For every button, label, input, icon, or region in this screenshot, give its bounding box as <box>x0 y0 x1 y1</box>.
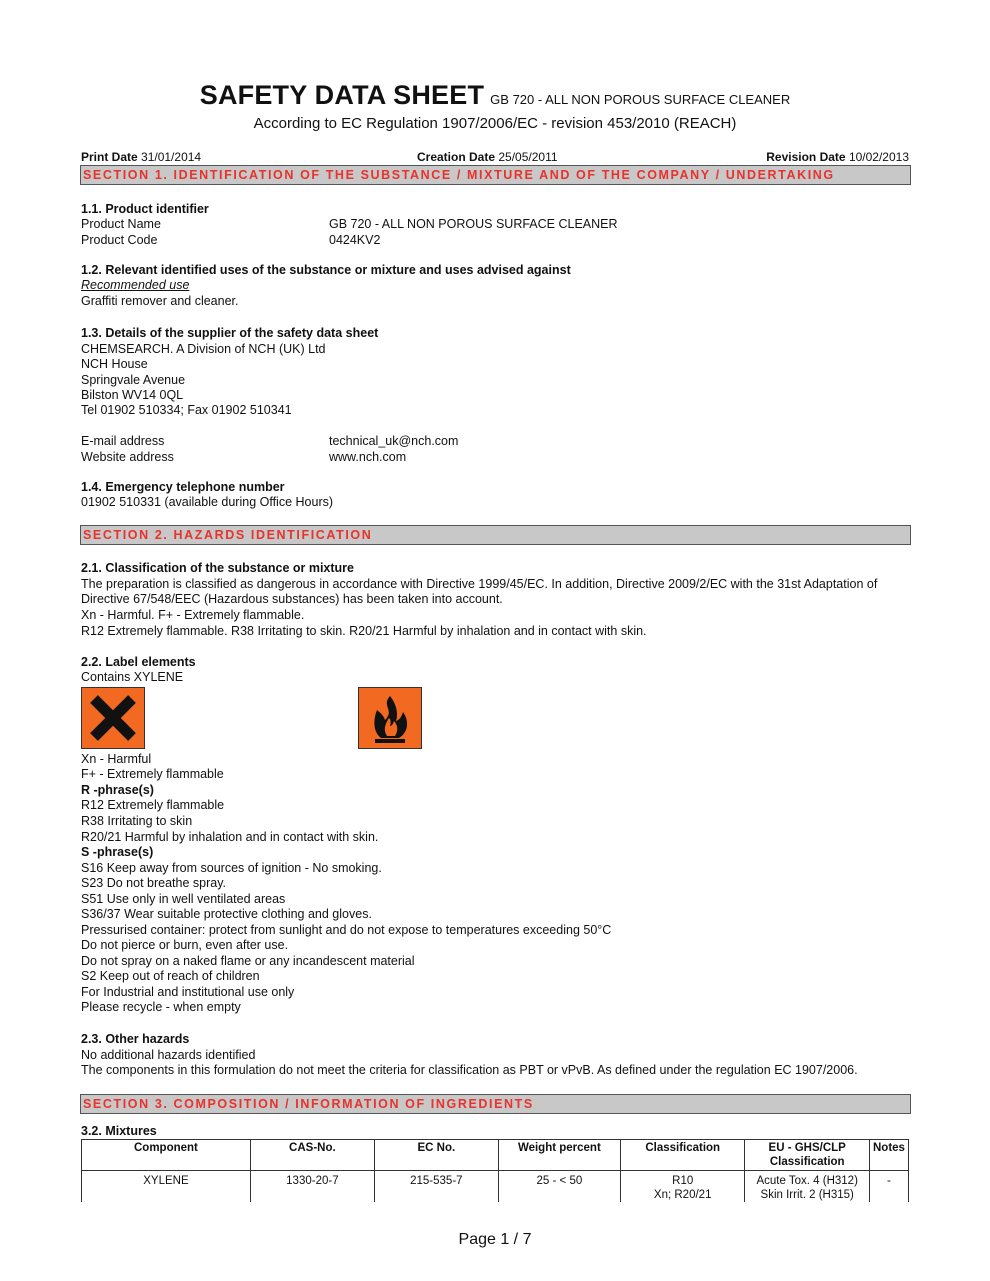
col-notes: Notes <box>869 1140 908 1171</box>
date-row <box>81 150 909 164</box>
website-value[interactable]: www.nch.com <box>329 450 407 464</box>
supplier-line: Tel 01902 510334; Fax 01902 510341 <box>81 403 292 417</box>
creation-date: Creation Date 25/05/2011 <box>417 150 558 164</box>
r-phrase: R38 Irritating to skin <box>81 814 193 828</box>
col-weight: Weight percent <box>498 1140 620 1171</box>
cell-cas: 1330-20-7 <box>250 1171 374 1203</box>
mixtures-heading: 3.2. Mixtures <box>81 1124 157 1138</box>
section-1-header: SECTION 1. IDENTIFICATION OF THE SUBSTANCE / MIXTURE AND OF THE COMPANY / UNDERTAKING <box>80 165 911 185</box>
col-component: Component <box>82 1140 251 1171</box>
sheet-title: SAFETY DATA SHEET <box>199 80 485 110</box>
supplier-line: Bilston WV14 0QL <box>81 388 184 402</box>
col-ghs: EU - GHS/CLP Classification <box>745 1140 870 1171</box>
supplier-line: NCH House <box>81 357 148 371</box>
s-phrase: Please recycle - when empty <box>81 1000 241 1014</box>
s-phrase: S16 Keep away from sources of ignition - No smoking. <box>81 861 382 875</box>
page-number: Page 1 / 7 <box>458 1231 532 1248</box>
symbol-line: Xn - Harmful <box>81 752 152 766</box>
classification-line: Directive 67/548/EEC (Hazardous substances) has been taken into account. <box>81 592 503 606</box>
section-3-header: SECTION 3. COMPOSITION / INFORMATION OF INGREDIENTS <box>80 1094 911 1114</box>
product-subtitle: GB 720 - ALL NON POROUS SURFACE CLEANER <box>490 92 791 107</box>
recommended-use-value: Graffiti remover and cleaner. <box>81 294 239 308</box>
supplier-details-heading: 1.3. Details of the supplier of the safety data sheet <box>81 326 379 340</box>
s-phrases-heading: S -phrase(s) <box>81 845 154 859</box>
harmful-x-icon <box>81 687 145 749</box>
product-identifier-heading: 1.1. Product identifier <box>81 202 209 216</box>
supplier-line: CHEMSEARCH. A Division of NCH (UK) Ltd <box>81 342 326 356</box>
section-2-header: SECTION 2. HAZARDS IDENTIFICATION <box>80 525 911 545</box>
ghs-value: Acute Tox. 4 (H312) <box>756 1175 858 1187</box>
ghs-value: Skin Irrit. 2 (H315) <box>760 1189 854 1201</box>
composition-table <box>81 1139 909 1202</box>
revision-date: Revision Date 10/02/2013 <box>766 150 909 164</box>
supplier-line: Springvale Avenue <box>81 373 186 387</box>
recommended-use-label: Recommended use <box>81 278 190 292</box>
cell-weight: 25 - < 50 <box>498 1171 620 1203</box>
cell-notes: - <box>869 1171 908 1203</box>
s-phrase: S23 Do not breathe spray. <box>81 876 226 890</box>
other-hazards-heading: 2.3. Other hazards <box>81 1032 190 1046</box>
col-classification: Classification <box>620 1140 745 1171</box>
r-phrase: R12 Extremely flammable <box>81 798 225 812</box>
classification-line: The preparation is classified as dangerous in accordance with Directive 1999/45/EC. In addition, Directive 2009/2/EC with the 31st Adaptation of <box>81 577 878 591</box>
r-phrase: R20/21 Harmful by inhalation and in contact with skin. <box>81 830 379 844</box>
website-label: Website address <box>81 450 174 464</box>
classification-heading: 2.1. Classification of the substance or mixture <box>81 561 354 575</box>
contains-line: Contains XYLENE <box>81 670 184 684</box>
regulation-line: According to EC Regulation 1907/2006/EC - revision 453/2010 (REACH) <box>253 115 737 132</box>
other-hazards-line: No additional hazards identified <box>81 1048 256 1062</box>
label-elements-heading: 2.2. Label elements <box>81 655 196 669</box>
email-value[interactable]: technical_uk@nch.com <box>329 434 459 448</box>
cell-ghs <box>745 1171 870 1203</box>
table-row <box>82 1171 909 1203</box>
s-phrase: S51 Use only in well ventilated areas <box>81 892 286 906</box>
emergency-heading: 1.4. Emergency telephone number <box>81 480 285 494</box>
product-name-label: Product Name <box>81 217 161 231</box>
s-phrase: Do not pierce or burn, even after use. <box>81 938 289 952</box>
flame-icon <box>358 687 422 749</box>
s-phrase: S36/37 Wear suitable protective clothing and gloves. <box>81 907 372 921</box>
product-name-value: GB 720 - ALL NON POROUS SURFACE CLEANER <box>329 217 618 231</box>
classification-line: R12 Extremely flammable. R38 Irritating to skin. R20/21 Harmful by inhalation and in contact with skin. <box>81 624 647 638</box>
table-header-row <box>82 1140 909 1171</box>
other-hazards-line: The components in this formulation do not meet the criteria for classification as PBT or vPvB. As defined under the regulation EC 1907/2006. <box>81 1063 858 1077</box>
document-title <box>0 80 990 132</box>
s-phrase: Pressurised container: protect from sunlight and do not expose to temperatures exceeding 50°C <box>81 923 612 937</box>
s-phrase: S2 Keep out of reach of children <box>81 969 260 983</box>
s-phrase: For Industrial and institutional use only <box>81 985 295 999</box>
classification-line: Xn - Harmful. F+ - Extremely flammable. <box>81 608 305 622</box>
classification-value: Xn; R20/21 <box>653 1189 712 1201</box>
product-code-label: Product Code <box>81 233 158 247</box>
emergency-number: 01902 510331 (available during Office Hours) <box>81 495 334 509</box>
cell-classification <box>620 1171 745 1203</box>
s-phrase: Do not spray on a naked flame or any incandescent material <box>81 954 415 968</box>
symbol-line: F+ - Extremely flammable <box>81 767 224 781</box>
col-cas: CAS-No. <box>250 1140 374 1171</box>
identified-uses-heading: 1.2. Relevant identified uses of the substance or mixture and uses advised against <box>81 263 571 277</box>
print-date: Print Date 31/01/2014 <box>81 150 202 164</box>
classification-value: R10 <box>672 1175 694 1187</box>
email-label: E-mail address <box>81 434 165 448</box>
product-code-value: 0424KV2 <box>329 233 381 247</box>
cell-component: XYLENE <box>82 1171 251 1203</box>
cell-ec: 215-535-7 <box>374 1171 498 1203</box>
col-ec: EC No. <box>374 1140 498 1171</box>
r-phrases-heading: R -phrase(s) <box>81 783 154 797</box>
